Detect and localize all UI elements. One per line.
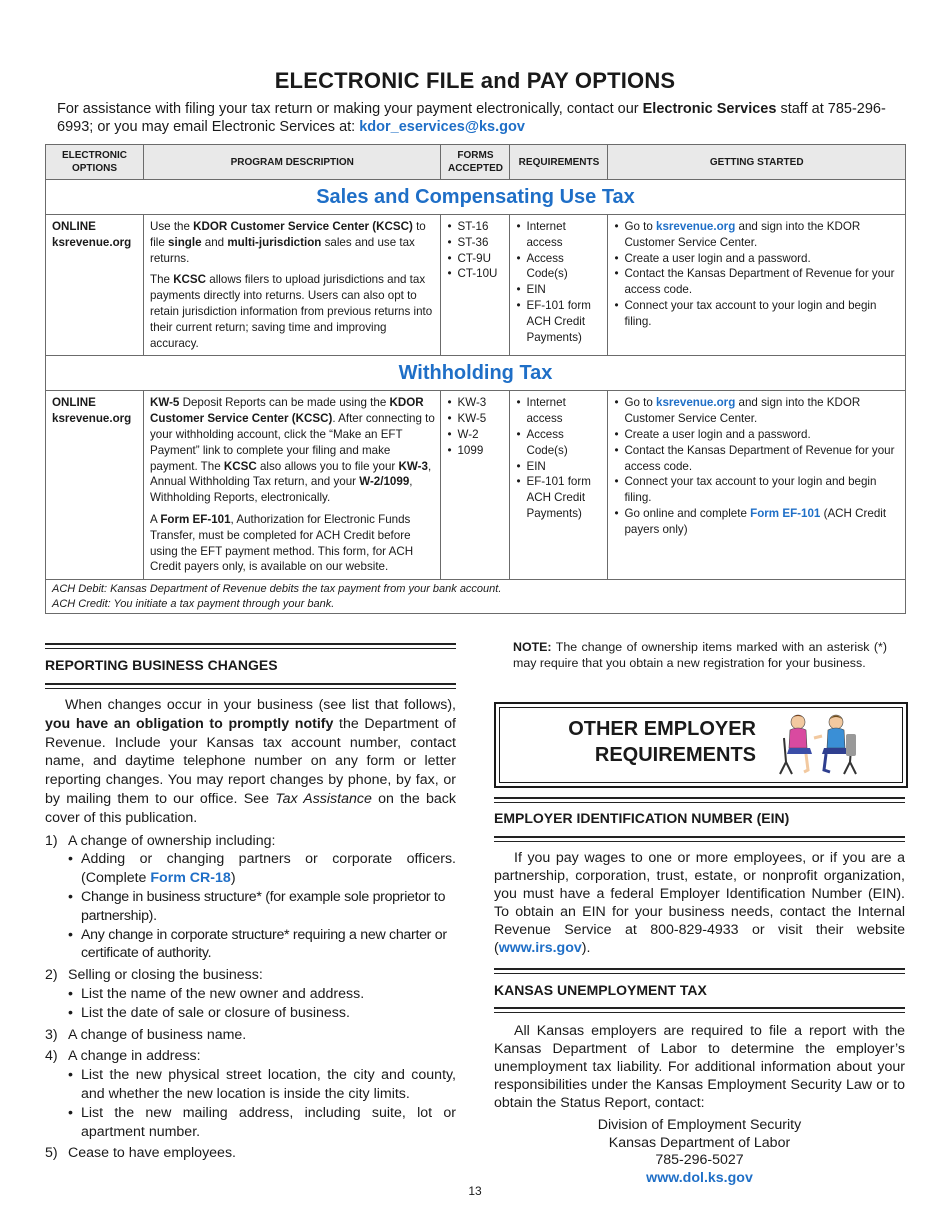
ksrevenue-link[interactable]: ksrevenue.org bbox=[656, 396, 736, 410]
intro-paragraph: For assistance with filing your tax return or making your payment electronically, contact our Electronic Services staff at 785-296-6993; or you may email Electronic Services at: kdor_eservices@ks.gov bbox=[57, 101, 886, 135]
col-header-forms: FORMS ACCEPTED bbox=[441, 145, 510, 180]
list-item: • Access Code(s) bbox=[516, 251, 602, 283]
list-item: • Access Code(s) bbox=[516, 427, 602, 459]
list-item: • Internet access bbox=[516, 395, 602, 427]
description-cell: KW-5 Deposit Reports can be made using the KDOR Customer Service Center (KCSC). After connecting to your withholding account, click the “Make an EFT Payment” link to complete your filing and make payment. The KCSC also allows you to file your KW-3, Annual Withholding Tax return, and your W-2/1099, Withholding Reports, electronically. A Form EF-101, Authorization for Electronic Funds Transfer, must be completed for ACH Credit before using the EFT payment method. This form, for ACH Credit payers only, is available on our website. bbox=[143, 391, 441, 580]
list-item: • W-2 bbox=[447, 427, 504, 443]
banner-title: OTHER EMPLOYER REQUIREMENTS bbox=[568, 718, 756, 766]
list-item: • EF-101 form ACH Credit Payments) bbox=[516, 298, 602, 345]
requirements-cell bbox=[510, 391, 608, 580]
ach-definitions: ACH Debit: Kansas Department of Revenue debits the tax payment from your bank account. ACH Credit: You initiate a tax payment through your bank. bbox=[46, 580, 906, 614]
irs-link[interactable]: www.irs.gov bbox=[498, 940, 582, 956]
ein-heading: EMPLOYER IDENTIFICATION NUMBER (EIN) bbox=[494, 810, 790, 826]
list-item: • EIN bbox=[516, 459, 602, 475]
people-meeting-icon bbox=[776, 708, 862, 782]
list-item: • Any change in corporate structure* requiring a new charter or certificate of authority. bbox=[68, 926, 456, 964]
list-item: • Connect your tax account to your login and begin filing. bbox=[614, 298, 900, 330]
labor-contact: Division of Employment Security Kansas Department of Labor 785-296-5027 www.dol.ks.gov bbox=[494, 1117, 905, 1187]
list-item: • Connect your tax account to your login and begin filing. bbox=[614, 474, 900, 506]
ach-note-row bbox=[46, 580, 906, 614]
getting-started-cell bbox=[608, 215, 906, 356]
other-employer-banner bbox=[494, 702, 908, 788]
list-item: 4) A change in address: • List the new physical street location, the city and county, and whether the new location is inside the city limits. • List the new mailing address, including suite, lot or apartment number. bbox=[45, 1047, 456, 1141]
ksrevenue-link[interactable]: ksrevenue.org bbox=[656, 220, 736, 233]
form-cr18-link[interactable]: Form CR-18 bbox=[150, 870, 231, 887]
list-item: • Go online and complete Form EF-101 (ACH Credit payers only) bbox=[614, 506, 900, 538]
section-rule bbox=[494, 1007, 905, 1013]
forms-cell bbox=[441, 391, 510, 580]
reporting-heading: REPORTING BUSINESS CHANGES bbox=[45, 657, 278, 673]
list-item: • ST-36 bbox=[447, 235, 504, 251]
dol-link[interactable]: www.dol.ks.gov bbox=[646, 1169, 753, 1186]
ksrevenue-link[interactable]: ksrevenue.org bbox=[52, 235, 132, 249]
section-rule bbox=[494, 836, 905, 842]
list-item: • List the new physical street location, the city and county, and whether the new location is inside the city limits. bbox=[68, 1066, 456, 1104]
ksrevenue-link[interactable]: ksrevenue.org bbox=[52, 412, 132, 426]
list-item: • EIN bbox=[516, 282, 602, 298]
list-item: • List the new mailing address, including suite, lot or apartment number. bbox=[68, 1104, 456, 1142]
list-item: • Internet access bbox=[516, 219, 602, 251]
list-item: • Contact the Kansas Department of Revenue for your access code. bbox=[614, 443, 900, 475]
section-row-withholding bbox=[46, 356, 906, 391]
list-item: • CT-10U bbox=[447, 266, 504, 282]
option-cell: ONLINE ksrevenue.org bbox=[46, 391, 144, 580]
electronic-options-table bbox=[45, 144, 906, 614]
list-item: • Contact the Kansas Department of Revenue for your access code. bbox=[614, 266, 900, 298]
list-item: • Adding or changing partners or corporate officers. (Complete Form CR-18) bbox=[68, 850, 456, 888]
table-row-sales bbox=[46, 215, 906, 356]
list-item: • CT-9U bbox=[447, 251, 504, 267]
col-header-requirements: REQUIREMENTS bbox=[510, 145, 608, 180]
list-item: • List the name of the new owner and address. bbox=[68, 985, 456, 1004]
list-item: • Change in business structure* (for example sole proprietor to partnership). bbox=[68, 888, 456, 926]
description-cell: Use the KDOR Customer Service Center (KCSC) to file single and multi-jurisdiction sales and use tax returns. The KCSC allows filers to upload jurisdictions and tax payments directly into returns. Users can also opt to retain jurisdiction information from previous returns into their current return; saving time and improving accuracy. bbox=[143, 215, 441, 356]
forms-cell bbox=[441, 215, 510, 356]
reporting-paragraph: When changes occur in your business (see list that follows), you have an obligation to promptly notify the Department of Revenue. Include your Kansas tax account number, contact name, and daytime telephone number on any form or letter reporting changes. You may report changes by phone, by fax, or by mailing them to our office. See Tax Assistance on the back cover of this publication. bbox=[45, 697, 456, 826]
list-item: • List the date of sale or closure of business. bbox=[68, 1004, 456, 1023]
list-item: • EF-101 form ACH Credit Payments) bbox=[516, 474, 602, 521]
ein-paragraph: If you pay wages to one or more employees, or if you are a partnership, corporation, trust, estate, or nonprofit organization, you must have a federal Employer Identification Number (EIN). To obtain an EIN for your business needs, contact the Internal Revenue Service at 800-829-4933 or visit their website (www.irs.gov). bbox=[494, 850, 905, 956]
list-item: • KW-5 bbox=[447, 411, 504, 427]
col-header-description: PROGRAM DESCRIPTION bbox=[143, 145, 441, 180]
section-heading-withholding: Withholding Tax bbox=[46, 356, 906, 391]
list-item: 3) A change of business name. bbox=[45, 1026, 247, 1043]
section-rule bbox=[45, 643, 456, 649]
section-rule bbox=[45, 683, 456, 689]
page-number: 13 bbox=[468, 1184, 482, 1198]
list-item: 5) Cease to have employees. bbox=[45, 1145, 236, 1162]
section-row-sales bbox=[46, 180, 906, 215]
email-link[interactable]: kdor_eservices@ks.gov bbox=[359, 119, 525, 135]
list-item: • ST-16 bbox=[447, 219, 504, 235]
list-item: • Create a user login and a password. bbox=[614, 251, 900, 267]
section-rule bbox=[494, 968, 905, 974]
table-header-row bbox=[46, 145, 906, 180]
changes-list bbox=[45, 832, 456, 1164]
col-header-options: ELECTRONIC OPTIONS bbox=[46, 145, 144, 180]
section-heading-sales: Sales and Compensating Use Tax bbox=[46, 180, 906, 215]
list-item: • 1099 bbox=[447, 443, 504, 459]
list-item: • Create a user login and a password. bbox=[614, 427, 900, 443]
list-item: 1) A change of ownership including: • Adding or changing partners or corporate officers. (Complete Form CR-18) • Change in business structure* (for example sole proprietor to partnership). • Any change in corporate structure* requiring a new charter or certificate of authority. bbox=[45, 832, 456, 964]
unemployment-heading: KANSAS UNEMPLOYMENT TAX bbox=[494, 982, 707, 998]
reporting-body bbox=[45, 696, 456, 1166]
unemployment-paragraph: All Kansas employers are required to file a report with the Kansas Department of Labor to determine the employer’s unemployment tax liability. For additional information about your responsibilities under the Kansas Employment Security Law or to obtain the Status Report, contact: bbox=[494, 1023, 905, 1111]
table-row-withholding bbox=[46, 391, 906, 580]
col-header-getting-started: GETTING STARTED bbox=[608, 145, 906, 180]
section-rule bbox=[494, 797, 905, 803]
ownership-note: NOTE: The change of ownership items marked with an asterisk (*) may require that you obtain a new registration for your business. bbox=[513, 640, 887, 670]
requirements-cell bbox=[510, 215, 608, 356]
list-item: • KW-3 bbox=[447, 395, 504, 411]
form-ef101-link[interactable]: Form EF-101 bbox=[750, 506, 821, 520]
list-item: 2) Selling or closing the business: • List the name of the new owner and address. • List the date of sale or closure of business. bbox=[45, 966, 456, 1022]
page-title: ELECTRONIC FILE and PAY OPTIONS bbox=[274, 68, 676, 93]
getting-started-cell bbox=[608, 391, 906, 580]
list-item: • Go to ksrevenue.org and sign into the KDOR Customer Service Center. bbox=[614, 395, 900, 427]
list-item: • Go to ksrevenue.org and sign into the KDOR Customer Service Center. bbox=[614, 219, 900, 251]
option-cell: ONLINE ksrevenue.org bbox=[46, 215, 144, 356]
